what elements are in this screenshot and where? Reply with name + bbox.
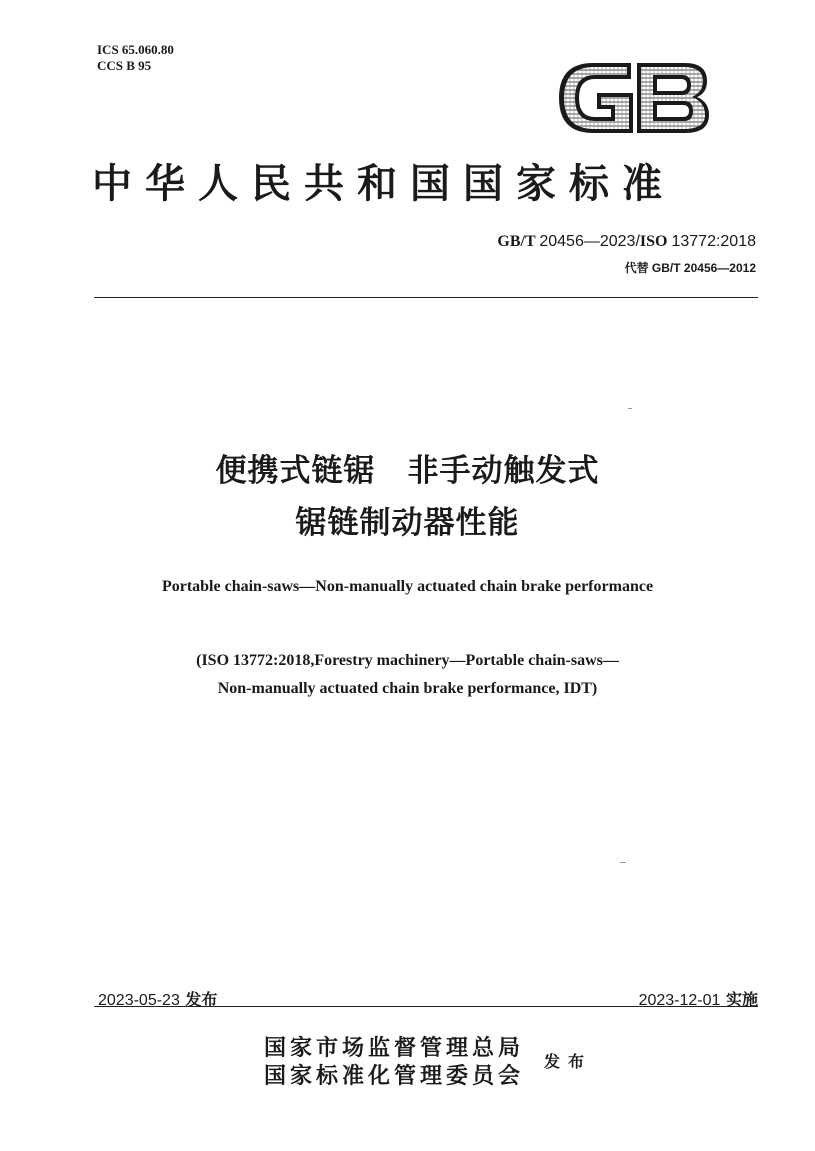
ics-code: ICS 65.060.80 <box>97 42 174 57</box>
replaces-standard: 代替 GB/T 20456—2012 <box>624 261 756 275</box>
gb-standard-logo <box>553 57 713 139</box>
issued-label: 发布 <box>544 1052 593 1071</box>
issue-date-label: 发布 <box>179 990 218 1009</box>
implementation-date-value: 2023-12-01 <box>638 992 721 1009</box>
iso-reference-line-2: Non-manually actuated chain brake performance, IDT) <box>217 680 598 697</box>
chinese-title-line-1: 便携式链锯 非手动触发式 <box>215 453 600 489</box>
logo-text: GB <box>633 137 635 138</box>
scan-speck <box>628 408 632 409</box>
issue-date-value: 2023-05-23 <box>98 992 180 1009</box>
scan-speck <box>620 862 626 863</box>
standard-number-value: 20456—2023/ <box>539 233 640 250</box>
ccs-code: CCS B 95 <box>97 58 152 73</box>
implementation-date-label: 实施 <box>720 990 758 1009</box>
iso-reference-line-1: (ISO 13772:2018,Forestry machinery—Portable chain-saws— <box>196 652 619 669</box>
iso-prefix: ISO <box>639 233 672 250</box>
national-standard-title: 中华人民共和国国家标准 <box>92 160 675 207</box>
bottom-divider <box>94 1006 758 1007</box>
standard-number <box>497 233 756 251</box>
classification-codes <box>97 42 174 74</box>
iso-number-value: 13772:2018 <box>671 233 756 250</box>
issuer-samr: 国家市场监督管理总局 <box>264 1035 525 1061</box>
standard-prefix: GB/T <box>497 233 540 250</box>
issuer-sac: 国家标准化管理委员会 <box>264 1063 525 1089</box>
issuing-authorities <box>264 1034 524 1090</box>
chinese-title-line-2: 锯链制动器性能 <box>295 505 520 541</box>
top-divider <box>94 297 758 298</box>
english-title: Portable chain-saws—Non-manually actuated chain brake performance <box>161 578 654 595</box>
